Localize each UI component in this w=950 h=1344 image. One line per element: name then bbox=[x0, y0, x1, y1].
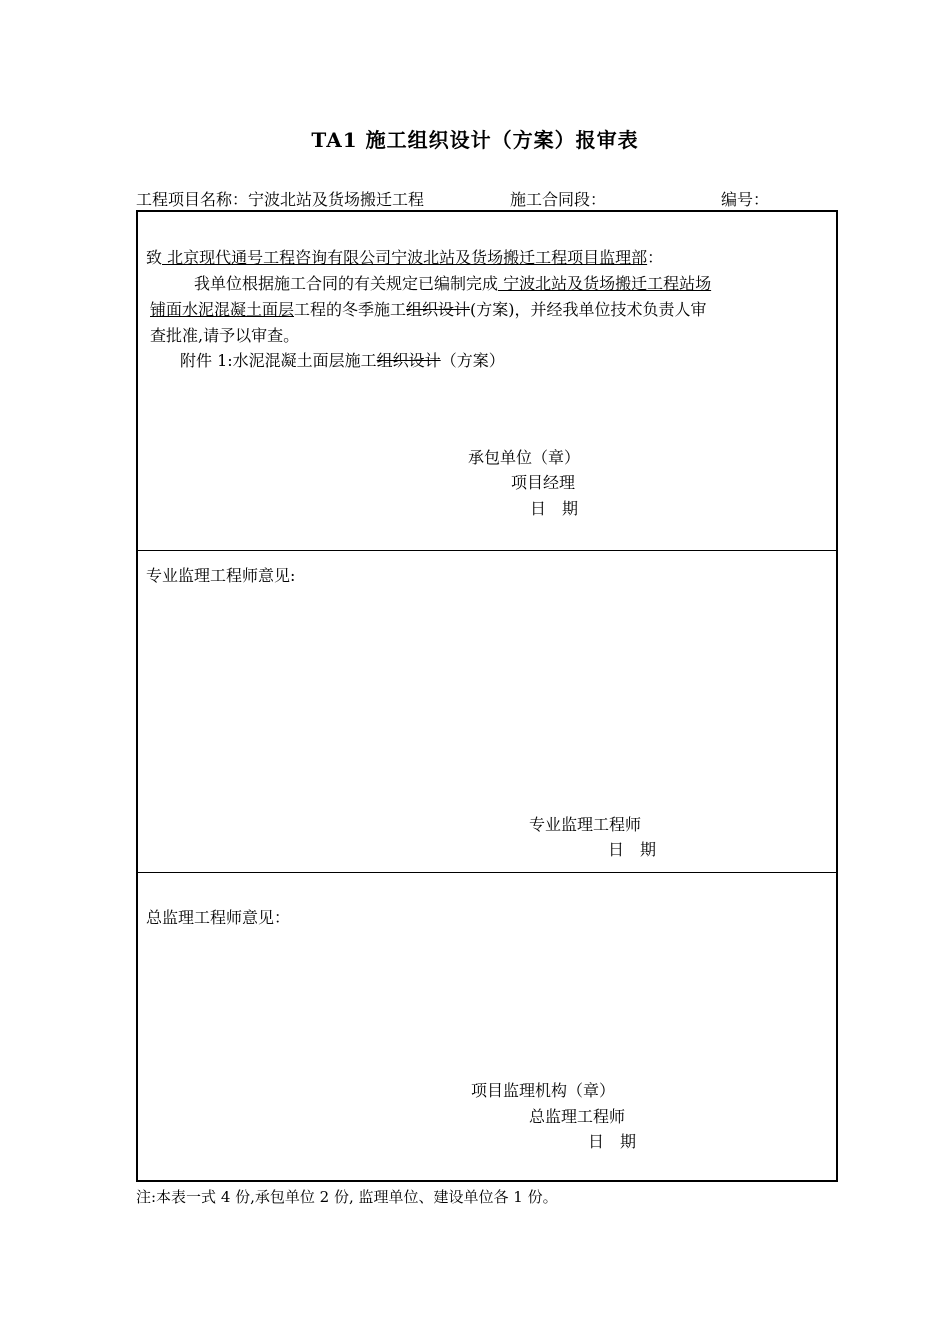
serial-no-label: 编号： bbox=[721, 190, 770, 209]
addressee-line bbox=[146, 245, 663, 271]
body-line-2 bbox=[150, 297, 707, 323]
date-label: 日 期 bbox=[588, 1132, 637, 1151]
body-line-1 bbox=[194, 271, 711, 297]
contractor-seal-label: 承包单位（章） bbox=[468, 448, 581, 467]
attachment-line bbox=[180, 348, 505, 374]
struck-text: 组织设计 bbox=[376, 351, 441, 370]
approval-form bbox=[136, 210, 838, 1182]
project-name-label: 工程项目名称：宁波北站及货场搬迁工程 bbox=[136, 190, 425, 209]
contract-section-label: 施工合同段： bbox=[510, 190, 607, 209]
date-label: 日 期 bbox=[608, 840, 657, 859]
chief-opinion-label: 总监理工程师意见： bbox=[146, 908, 291, 927]
date-label: 日 期 bbox=[530, 499, 579, 518]
footnote: 注:本表一式 4 份,承包单位 2 份, 监理单位、建设单位各 1 份。 bbox=[136, 1188, 558, 1206]
project-manager-label: 项目经理 bbox=[511, 473, 576, 492]
form-title: TA1 施工组织设计（方案）报审表 bbox=[311, 128, 639, 152]
addressee-org: 北京现代通号工程咨询有限公司宁波北站及货场搬迁工程项目监理部 bbox=[162, 248, 648, 267]
specialist-opinion-label: 专业监理工程师意见: bbox=[146, 566, 296, 585]
attachment-text: （方案） bbox=[440, 351, 505, 370]
addressee-suffix: ： bbox=[647, 248, 664, 267]
attachment-text: 附件 1:水泥混凝土面层施工 bbox=[180, 351, 377, 370]
work-item-underlined: 铺面水泥混凝土面层 bbox=[150, 300, 295, 319]
supervision-org-seal-label: 项目监理机构（章） bbox=[471, 1081, 616, 1100]
specialist-engineer-label: 专业监理工程师 bbox=[529, 815, 642, 834]
body-text: (方案)，并经我单位技术负责人审 bbox=[470, 300, 707, 319]
chief-opinion-section bbox=[138, 873, 836, 1182]
body-text: 工程的冬季施工 bbox=[294, 300, 407, 319]
struck-text: 组织设计 bbox=[406, 300, 471, 319]
addressee-prefix: 致 bbox=[146, 248, 163, 267]
body-text: 我单位根据施工合同的有关规定已编制完成 bbox=[194, 274, 499, 293]
project-underlined: 宁波北站及货场搬迁工程站场 bbox=[498, 274, 712, 293]
specialist-opinion-section bbox=[138, 551, 836, 873]
chief-engineer-label: 总监理工程师 bbox=[529, 1107, 626, 1126]
submission-section bbox=[138, 212, 836, 551]
body-line-3: 查批准,请予以审查。 bbox=[150, 326, 300, 345]
